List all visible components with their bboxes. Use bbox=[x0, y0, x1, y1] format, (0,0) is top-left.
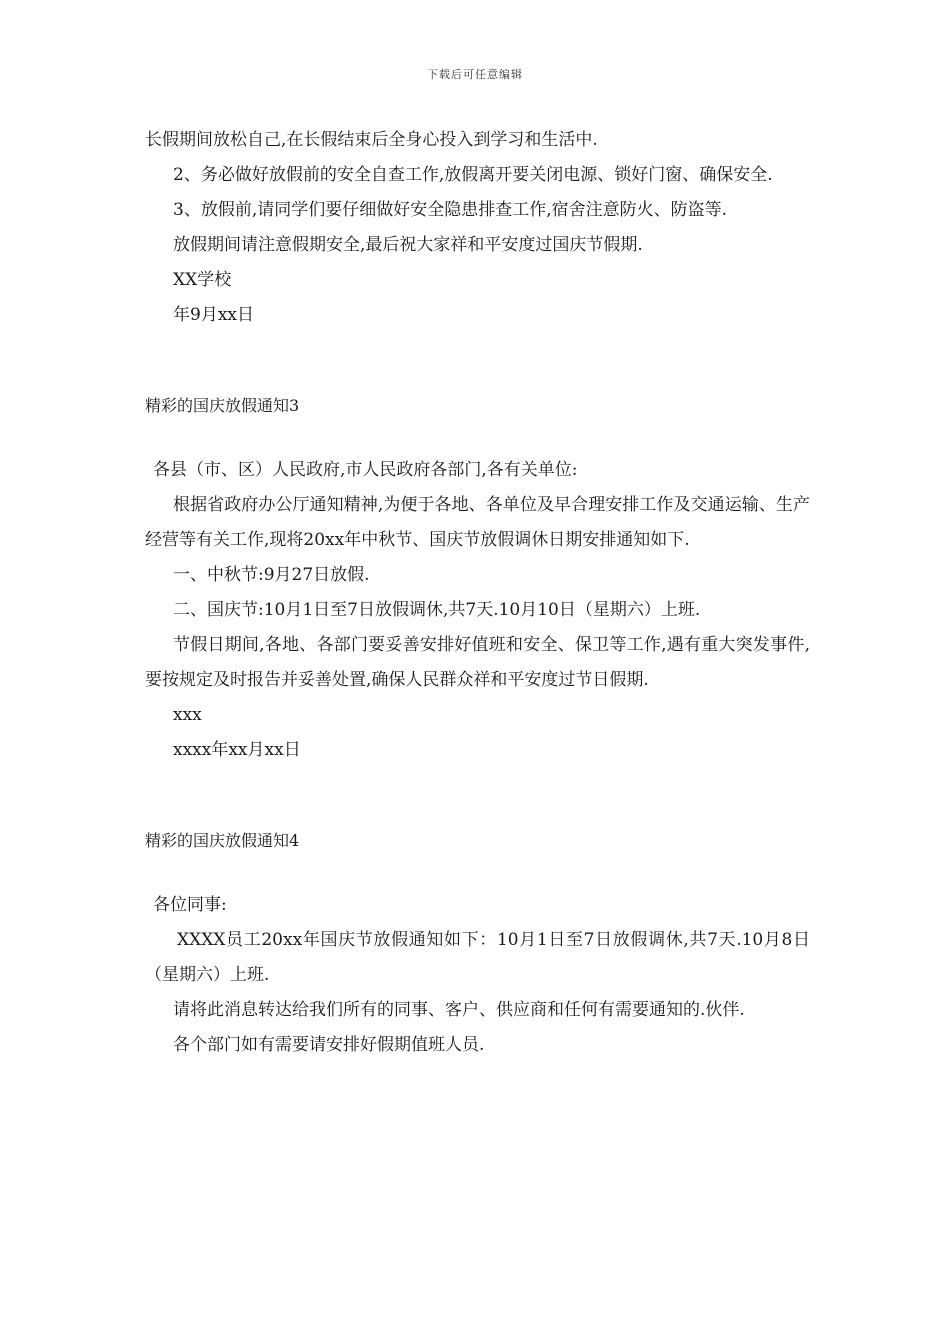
date: 年9月xx日 bbox=[173, 305, 254, 325]
salutation: 各位同事: bbox=[153, 895, 227, 915]
date: xxxx年xx月xx日 bbox=[173, 740, 301, 760]
signature: xxx bbox=[173, 705, 202, 725]
paragraph: XXXX员工20xx年国庆节放假通知如下：10月1日至7日放假调休,共7天.10月8日（星期六）上班. bbox=[145, 930, 810, 985]
paragraph: 根据省政府办公厅通知精神,为便于各地、各单位及早合理安排工作及交通运输、生产经营等有关工作,现将20xx年中秋节、国庆节放假调休日期安排通知如下. bbox=[145, 495, 810, 550]
section-title: 精彩的国庆放假通知3 bbox=[145, 396, 300, 415]
paragraph: 请将此消息转达给我们所有的同事、客户、供应商和任何有需要通知的.伙伴. bbox=[173, 1000, 745, 1020]
section-title: 精彩的国庆放假通知4 bbox=[145, 831, 300, 850]
document-body bbox=[145, 123, 810, 1063]
salutation: 各县（市、区）人民政府,市人民政府各部门,各有关单位: bbox=[153, 460, 578, 480]
header-note: 下载后可任意编辑 bbox=[427, 68, 523, 81]
paragraph: 3、放假前,请同学们要仔细做好安全隐患排查工作,宿舍注意防火、防盗等. bbox=[173, 200, 728, 220]
paragraph: 长假期间放松自己,在长假结束后全身心投入到学习和生活中. bbox=[145, 130, 598, 150]
paragraph: 放假期间请注意假期安全,最后祝大家祥和平安度过国庆节假期. bbox=[173, 235, 643, 255]
paragraph: 节假日期间,各地、各部门要妥善安排好值班和安全、保卫等工作,遇有重大突发事件,要按规定及时报告并妥善处置,确保人民群众祥和平安度过节日假期. bbox=[145, 635, 810, 690]
paragraph: 二、国庆节:10月1日至7日放假调休,共7天.10月10日（星期六）上班. bbox=[173, 600, 701, 620]
paragraph: 一、中秋节:9月27日放假. bbox=[173, 565, 370, 585]
paragraph: 各个部门如有需要请安排好假期值班人员. bbox=[173, 1035, 485, 1055]
signature: XX学校 bbox=[173, 270, 232, 290]
paragraph: 2、务必做好放假前的安全自查工作,放假离开要关闭电源、锁好门窗、确保安全. bbox=[173, 165, 773, 185]
